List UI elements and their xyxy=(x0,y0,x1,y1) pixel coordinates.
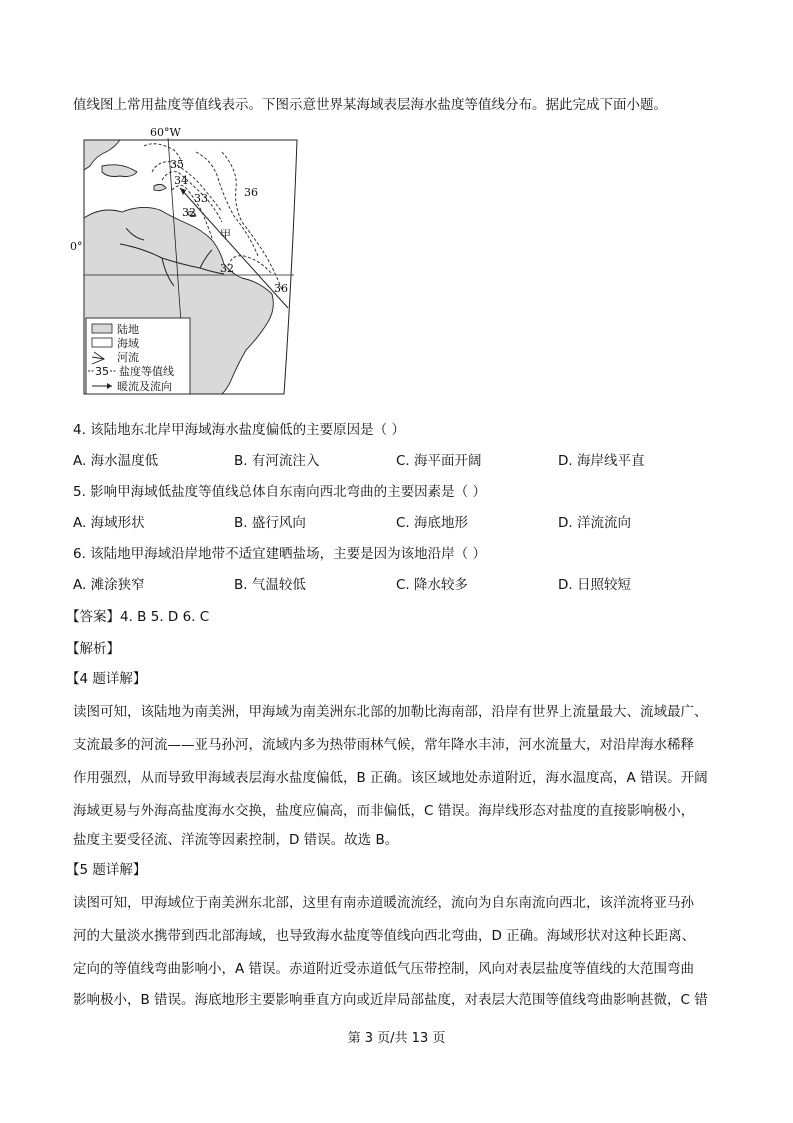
sea-swatch-icon xyxy=(92,338,112,347)
q6-option-b: B. 气温较低 xyxy=(234,577,306,593)
q5-option-c: C. 海底地形 xyxy=(396,515,469,531)
detail-4-line-4: 海域更易与外海高盐度海水交换，盐度应偏高，而非偏低，C 错误。海岸线形态对盐度的直接影响极小， xyxy=(73,803,695,819)
longitude-label: 60°W xyxy=(150,126,181,139)
q5-option-d: D. 洋流流向 xyxy=(558,515,631,531)
legend-isoline-label: 盐度等值线 xyxy=(119,365,174,378)
q6-option-c: C. 降水较多 xyxy=(396,577,469,593)
salinity-map-svg xyxy=(62,126,302,406)
isoline-label-32a: 32 xyxy=(182,206,196,219)
detail-4-line-1: 读图可知，该陆地为南美洲，甲海域为南美洲东北部的加勒比海南部，沿岸有世界上流量最大、流域最广、 xyxy=(73,704,708,720)
detail-5-line-1: 读图可知，甲海域位于南美洲东北部，这里有南赤道暖流流经，流向为自东南流向西北，该洋流将亚马孙 xyxy=(73,895,694,911)
q5-option-b: B. 盛行风向 xyxy=(234,515,306,531)
isoline-label-36a: 36 xyxy=(244,186,258,199)
q4-option-d: D. 海岸线平直 xyxy=(558,453,645,469)
legend-river-label: 河流 xyxy=(117,351,139,364)
analysis-label: 【解析】 xyxy=(66,641,120,657)
legend-sea-label: 海域 xyxy=(117,337,139,350)
page-footer: 第 3 页/共 13 页 xyxy=(347,1031,446,1046)
legend-isoline-number: 35 xyxy=(95,365,109,378)
detail-4-title: 【4 题详解】 xyxy=(66,671,147,687)
intro-text: 值线图上常用盐度等值线表示。下图示意世界某海域表层海水盐度等值线分布。据此完成下面小题。 xyxy=(73,97,667,113)
isoline-label-32b: 32 xyxy=(220,262,234,275)
question-5-stem: 5. 影响甲海域低盐度等值线总体自东南向西北弯曲的主要因素是（ ） xyxy=(73,484,486,500)
answer-key: 【答案】4. B 5. D 6. C xyxy=(66,609,210,625)
legend-land-label: 陆地 xyxy=(117,323,139,336)
salinity-map xyxy=(62,126,302,406)
detail-5-line-4: 影响极小，B 错误。海底地形主要影响垂直方向或近岸局部盐度，对表层大范围等值线弯曲影响甚微，C 错 xyxy=(73,992,708,1008)
question-4-stem: 4. 该陆地东北岸甲海域海水盐度偏低的主要原因是（ ） xyxy=(73,422,405,438)
region-label-jia: 甲 xyxy=(220,228,231,241)
isoline-label-34: 34 xyxy=(174,174,188,187)
legend-current-label: 暖流及流向 xyxy=(117,380,172,393)
detail-5-line-3: 定向的等值线弯曲影响小，A 错误。赤道附近受赤道低气压带控制，风向对表层盐度等值线的大范围弯曲 xyxy=(73,961,695,977)
question-6-stem: 6. 该陆地甲海域沿岸地带不适宜建晒盐场，主要是因为该地沿岸（ ） xyxy=(73,546,486,562)
q6-option-a: A. 滩涂狭窄 xyxy=(73,577,145,593)
isoline-label-33: 33 xyxy=(194,192,208,205)
equator-label: 0° xyxy=(70,240,83,253)
q6-option-d: D. 日照较短 xyxy=(558,577,631,593)
land-swatch-icon xyxy=(92,324,112,333)
q5-option-a: A. 海域形状 xyxy=(73,515,145,531)
q4-option-a: A. 海水温度低 xyxy=(73,453,159,469)
detail-5-line-2: 河的大量淡水携带到西北部海域，也导致海水盐度等值线向西北弯曲，D 正确。海域形状对这种长距离、 xyxy=(73,928,696,944)
q4-option-b: B. 有河流注入 xyxy=(234,453,320,469)
q4-option-c: C. 海平面开阔 xyxy=(396,453,482,469)
detail-5-title: 【5 题详解】 xyxy=(66,862,147,878)
detail-4-line-3: 作用强烈，从而导致甲海域表层海水盐度偏低，B 正确。该区域地处赤道附近，海水温度高，A 错误。开阔 xyxy=(73,770,708,786)
detail-4-line-5: 盐度主要受径流、洋流等因素控制，D 错误。故选 B。 xyxy=(73,832,399,848)
detail-4-line-2: 支流最多的河流——亚马孙河，流域内多为热带雨林气候，常年降水丰沛，河水流量大，对沿岸海水稀释 xyxy=(73,737,694,753)
isoline-label-36b: 36 xyxy=(274,282,288,295)
isoline-label-35: 35 xyxy=(170,158,184,171)
